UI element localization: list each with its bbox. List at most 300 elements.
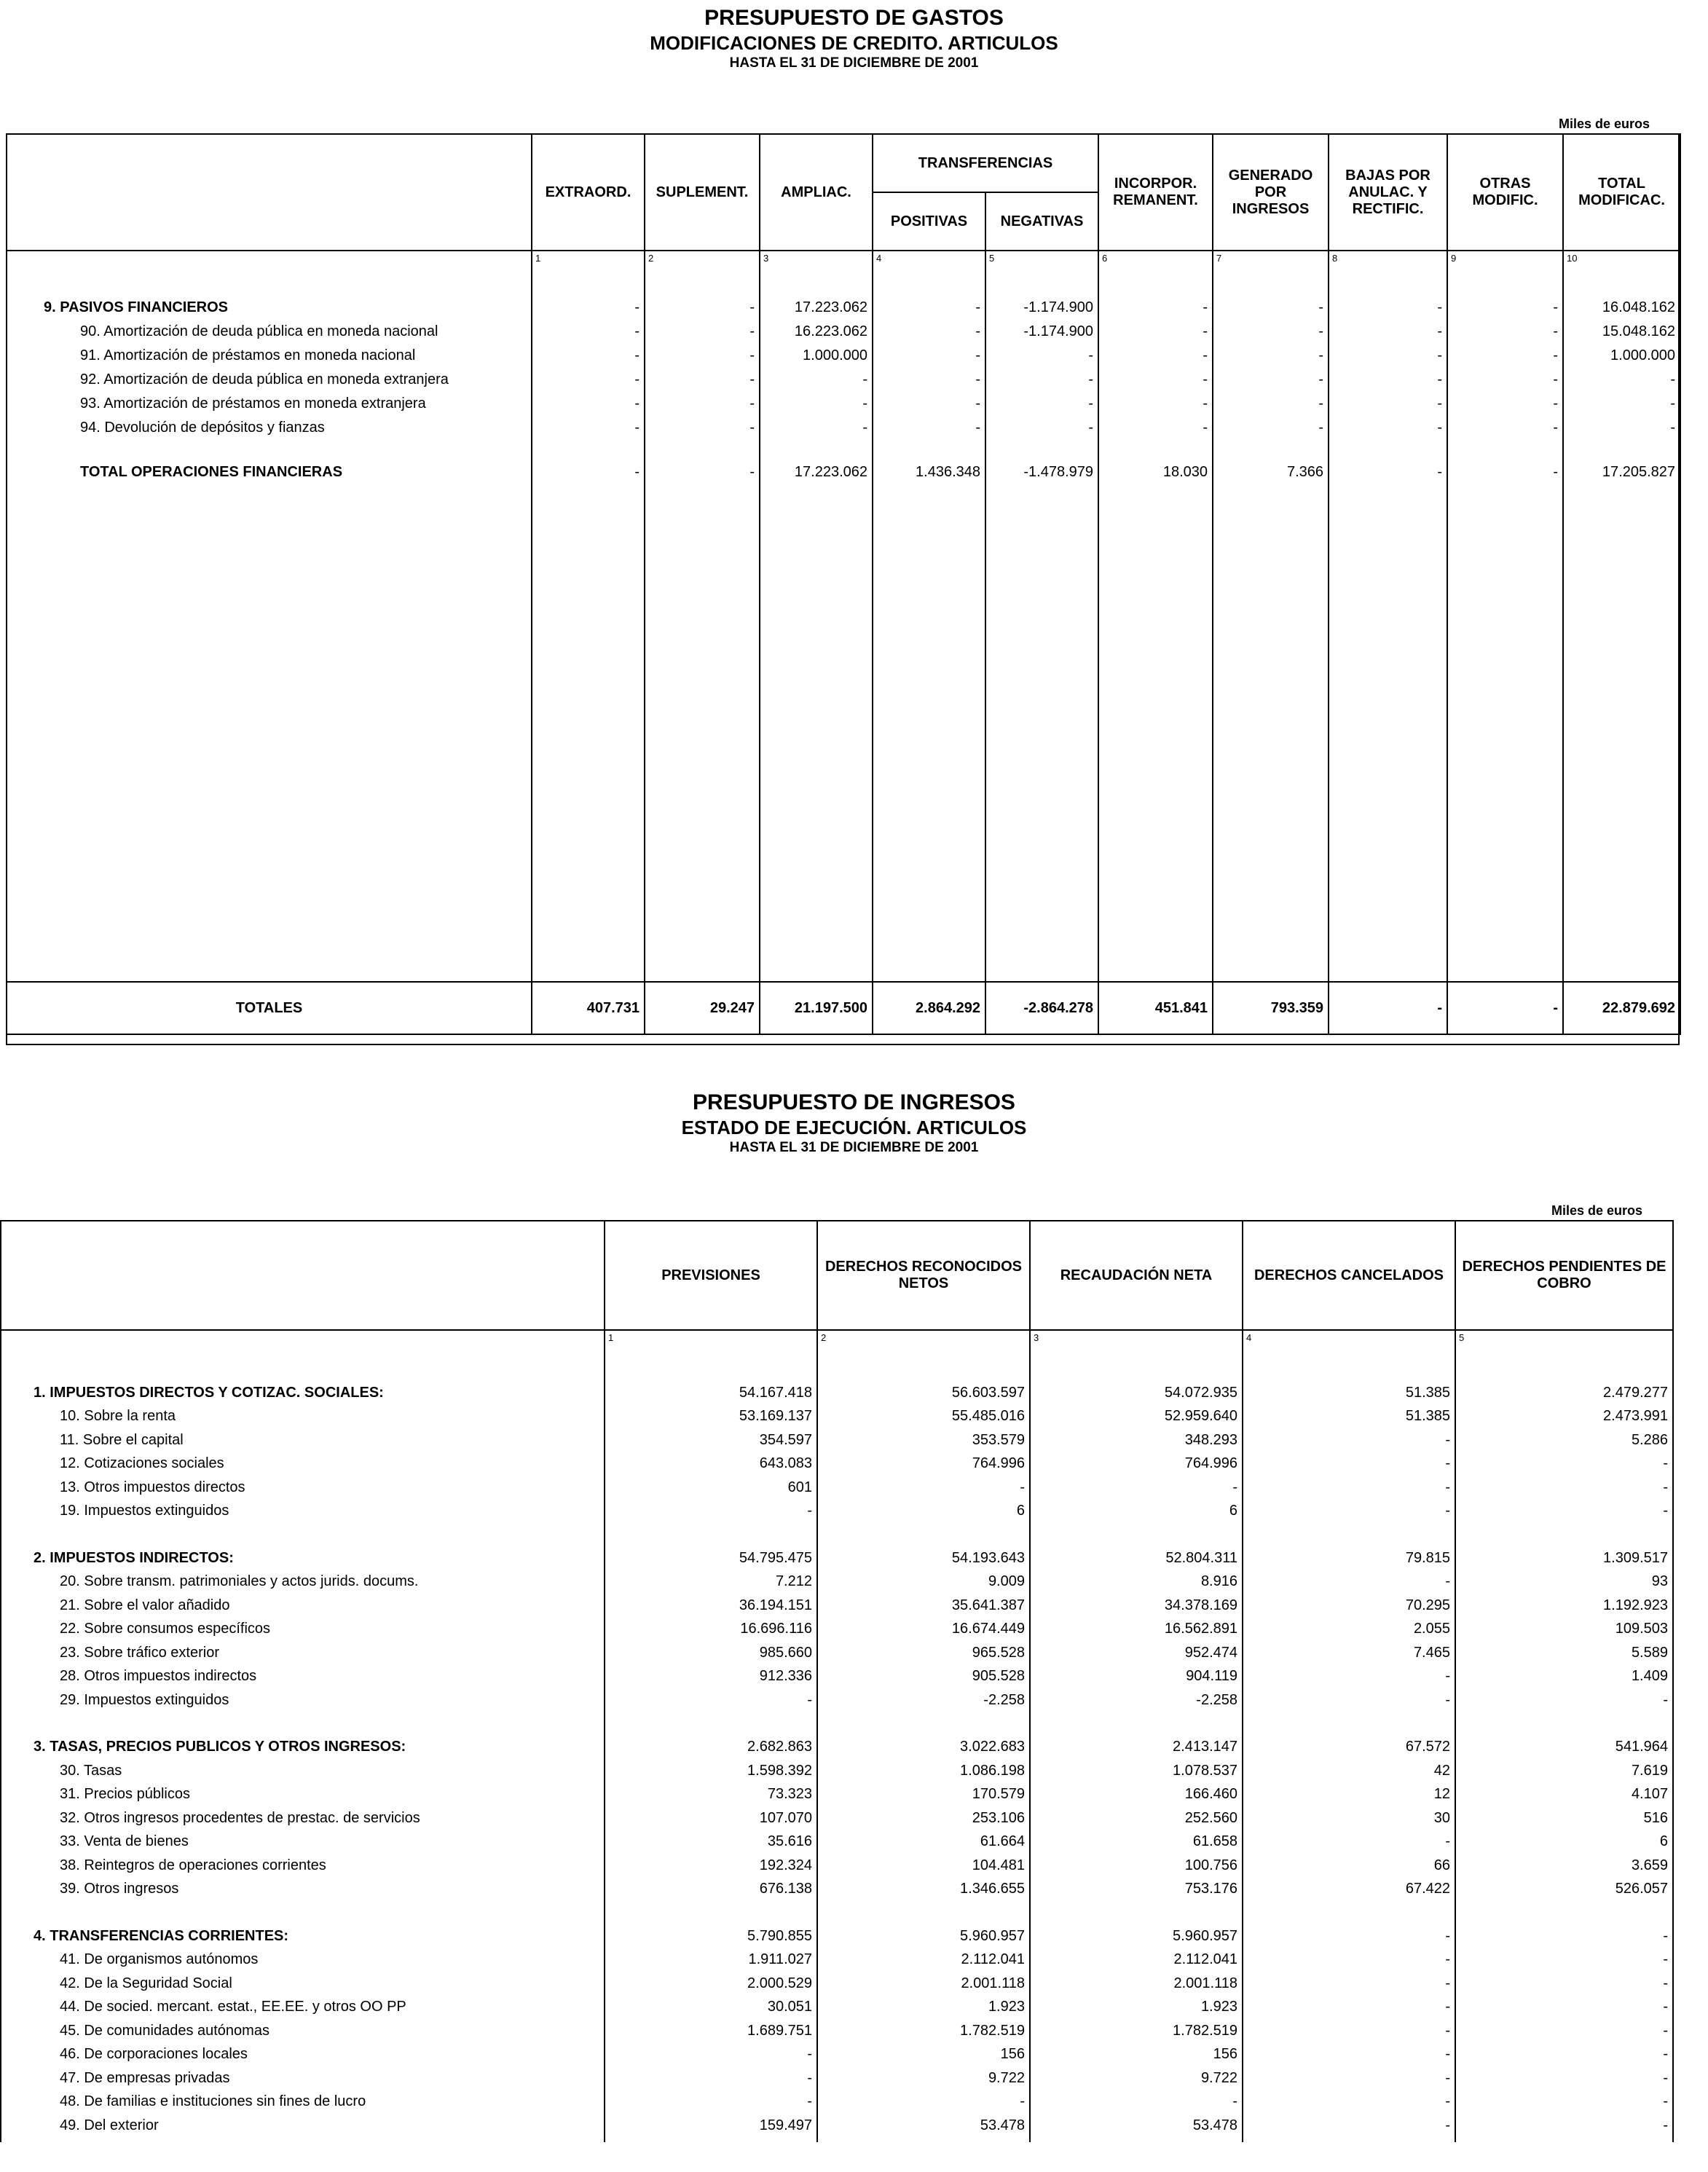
cell-value: - [1563, 416, 1680, 440]
cell-value: - [873, 368, 985, 392]
cell-value: - [873, 320, 985, 344]
cell-value: 61.658 [1030, 1830, 1243, 1854]
cell-value: 5.960.957 [817, 1924, 1030, 1948]
cell-value: 5.960.957 [1030, 1924, 1243, 1948]
cell-value: - [1329, 416, 1447, 440]
cell-value: - [1243, 2114, 1455, 2138]
cell-value: 2.473.991 [1455, 1405, 1673, 1429]
cell-value: 904.119 [1030, 1665, 1243, 1689]
cell-value: 192.324 [605, 1854, 817, 1878]
row-label: 32. Otros ingresos procedentes de prestac. de servicios [1, 1806, 605, 1830]
cell-value: - [985, 344, 1098, 368]
cell-value: 5.589 [1455, 1641, 1673, 1665]
col-number: 9 [1447, 251, 1563, 265]
cell-value: 54.072.935 [1030, 1381, 1243, 1405]
cell-value: 348.293 [1030, 1428, 1243, 1452]
table-row [7, 296, 1680, 320]
cell-value: 17.223.062 [760, 460, 873, 484]
cell-value: 9.722 [817, 2066, 1030, 2090]
col-number: 10 [1563, 251, 1680, 265]
cell-value: 1.923 [1030, 1996, 1243, 2020]
ingresos-subtitle: ESTADO DE EJECUCIÓN. ARTICULOS [681, 1117, 1027, 1138]
cell-value: - [1213, 296, 1329, 320]
row-label: 33. Venta de bienes [1, 1830, 605, 1854]
row-label: 42. De la Seguridad Social [1, 1972, 605, 1996]
table-row [1, 2066, 1673, 2090]
cell-value: - [645, 320, 760, 344]
cell-value: 54.795.475 [605, 1546, 817, 1570]
cell-value: - [1455, 1948, 1673, 1972]
cell-value: 2.001.118 [1030, 1972, 1243, 1996]
cell-value: - [1243, 1452, 1455, 1476]
table-row [1, 1618, 1673, 1642]
cell-value: 2.479.277 [1455, 1381, 1673, 1405]
table-row [1, 1924, 1673, 1948]
cell-value: - [1243, 1830, 1455, 1854]
cell-value: - [1329, 392, 1447, 416]
row-label: 28. Otros impuestos indirectos [1, 1665, 605, 1689]
cell-value: - [645, 416, 760, 440]
spacer-row [7, 484, 1680, 982]
gastos-header-blank [7, 134, 532, 251]
cell-value: 53.169.137 [605, 1405, 817, 1429]
cell-value: - [605, 2090, 817, 2114]
header-incorpor: INCORPOR. REMANENT. [1098, 134, 1213, 251]
cell-value: - [873, 416, 985, 440]
cell-value: 9.722 [1030, 2066, 1243, 2090]
col-number: 3 [760, 251, 873, 265]
header-ampliac: AMPLIAC. [760, 134, 873, 251]
cell-value: 156 [817, 2043, 1030, 2067]
table-row [1, 1783, 1673, 1807]
header-cancelados: DERECHOS CANCELADOS [1243, 1221, 1455, 1330]
table-row [1, 1830, 1673, 1854]
row-label: 45. De comunidades autónomas [1, 2019, 605, 2043]
cell-value: - [1243, 1972, 1455, 1996]
cell-value: 1.598.392 [605, 1759, 817, 1783]
row-label: 29. Impuestos extinguidos [1, 1688, 605, 1712]
ingresos-title: PRESUPUESTO DE INGRESOS [693, 1090, 1015, 1114]
cell-value: 6 [1030, 1500, 1243, 1524]
cell-value: - [1030, 1476, 1243, 1500]
cell-value: - [1243, 1476, 1455, 1500]
cell-value: - [1213, 344, 1329, 368]
cell-value: 1.309.517 [1455, 1546, 1673, 1570]
table-row [1, 1759, 1673, 1783]
cell-value: - [1243, 1570, 1455, 1594]
cell-value: 1.911.027 [605, 1948, 817, 1972]
cell-value: - [1243, 2090, 1455, 2114]
cell-value: - [1243, 1665, 1455, 1689]
cell-value: 12 [1243, 1783, 1455, 1807]
cell-value: 21.197.500 [760, 982, 873, 1034]
spacer-row [1, 2138, 1673, 2142]
cell-value: 34.378.169 [1030, 1594, 1243, 1618]
row-label: 1. IMPUESTOS DIRECTOS Y COTIZAC. SOCIALES: [1, 1381, 605, 1405]
cell-value: - [605, 1500, 817, 1524]
row-label: 3. TASAS, PRECIOS PUBLICOS Y OTROS INGRESOS: [1, 1736, 605, 1760]
cell-value: 1.346.655 [817, 1878, 1030, 1902]
cell-value: - [1329, 368, 1447, 392]
row-label: 93. Amortización de préstamos en moneda extranjera [7, 392, 532, 416]
cell-value: - [873, 296, 985, 320]
cell-value: - [1455, 1972, 1673, 1996]
header-pendientes: DERECHOS PENDIENTES DE COBRO [1455, 1221, 1673, 1330]
cell-value: -2.864.278 [985, 982, 1098, 1034]
cell-value: 1.689.751 [605, 2019, 817, 2043]
row-label: 13. Otros impuestos directos [1, 1476, 605, 1500]
cell-value: - [1563, 392, 1680, 416]
table-row [1, 1688, 1673, 1712]
gastos-table [6, 133, 1681, 1035]
cell-value: 36.194.151 [605, 1594, 817, 1618]
col-number: 2 [645, 251, 760, 265]
cell-value: - [645, 344, 760, 368]
row-label: 38. Reintegros de operaciones corrientes [1, 1854, 605, 1878]
cell-value: - [1455, 1688, 1673, 1712]
cell-value: - [1243, 1924, 1455, 1948]
cell-value: 5.790.855 [605, 1924, 817, 1948]
cell-value: 676.138 [605, 1878, 817, 1902]
cell-value: 16.674.449 [817, 1618, 1030, 1642]
cell-value: 6 [817, 1500, 1030, 1524]
cell-value: - [1447, 982, 1563, 1034]
cell-value: - [1243, 2043, 1455, 2067]
cell-value: 16.562.891 [1030, 1618, 1243, 1642]
cell-value: - [1455, 1924, 1673, 1948]
gastos-subtitle: MODIFICACIONES DE CREDITO. ARTICULOS [650, 32, 1058, 54]
cell-value: 51.385 [1243, 1381, 1455, 1405]
cell-value: 42 [1243, 1759, 1455, 1783]
cell-value: 985.660 [605, 1641, 817, 1665]
header-total: TOTAL MODIFICAC. [1563, 134, 1680, 251]
header-otras: OTRAS MODIFIC. [1447, 134, 1563, 251]
cell-value: 30.051 [605, 1996, 817, 2020]
cell-value: - [605, 2043, 817, 2067]
col-number: 1 [605, 1330, 817, 1345]
cell-value: 407.731 [532, 982, 645, 1034]
cell-value: 79.815 [1243, 1546, 1455, 1570]
cell-value: 54.193.643 [817, 1546, 1030, 1570]
col-number: 1 [532, 251, 645, 265]
cell-value: - [1447, 296, 1563, 320]
cell-value: - [1243, 1948, 1455, 1972]
cell-value: - [1030, 2090, 1243, 2114]
cell-value: 1.192.923 [1455, 1594, 1673, 1618]
cell-value: 56.603.597 [817, 1381, 1030, 1405]
cell-value: 73.323 [605, 1783, 817, 1807]
cell-value: - [645, 460, 760, 484]
cell-value: 16.223.062 [760, 320, 873, 344]
cell-value: 53.478 [817, 2114, 1030, 2138]
cell-value: 52.804.311 [1030, 1546, 1243, 1570]
table-row [1, 2043, 1673, 2067]
col-number: 6 [1098, 251, 1213, 265]
cell-value: - [1455, 2114, 1673, 2138]
cell-value: 5.286 [1455, 1428, 1673, 1452]
cell-value: 353.579 [817, 1428, 1030, 1452]
table-row [1, 1736, 1673, 1760]
cell-value: - [1329, 344, 1447, 368]
col-number: 5 [1455, 1330, 1673, 1345]
row-label: 47. De empresas privadas [1, 2066, 605, 2090]
ingresos-header-blank [1, 1221, 605, 1330]
cell-value: 2.000.529 [605, 1972, 817, 1996]
cell-value: - [605, 2066, 817, 2090]
table-row [7, 320, 1680, 344]
row-label: 2. IMPUESTOS INDIRECTOS: [1, 1546, 605, 1570]
cell-value: 8.916 [1030, 1570, 1243, 1594]
cell-value: 516 [1455, 1806, 1673, 1830]
table-row [1, 1641, 1673, 1665]
col-number: 8 [1329, 251, 1447, 265]
cell-value: 35.616 [605, 1830, 817, 1854]
cell-value: -1.174.900 [985, 296, 1098, 320]
row-label: 41. De organismos autónomos [1, 1948, 605, 1972]
cell-value: - [1098, 296, 1213, 320]
cell-value: - [1447, 368, 1563, 392]
table-row [1, 1405, 1673, 1429]
cell-value: 1.086.198 [817, 1759, 1030, 1783]
ingresos-date: HASTA EL 31 DE DICIEMBRE DE 2001 [729, 1140, 979, 1155]
cell-value: - [1455, 1500, 1673, 1524]
cell-value: 252.560 [1030, 1806, 1243, 1830]
row-label: 49. Del exterior [1, 2114, 605, 2138]
table-row [1, 1878, 1673, 1902]
table-row [1, 2114, 1673, 2138]
cell-value: - [532, 368, 645, 392]
cell-value: 30 [1243, 1806, 1455, 1830]
cell-value: - [1098, 392, 1213, 416]
cell-value: 51.385 [1243, 1405, 1455, 1429]
cell-value: - [1243, 1500, 1455, 1524]
table-row [1, 1806, 1673, 1830]
cell-value: - [645, 368, 760, 392]
cell-value: 764.996 [1030, 1452, 1243, 1476]
cell-value: 22.879.692 [1563, 982, 1680, 1034]
table-row [1, 1665, 1673, 1689]
cell-value: - [1455, 2090, 1673, 2114]
cell-value: 70.295 [1243, 1594, 1455, 1618]
cell-value: 17.205.827 [1563, 460, 1680, 484]
row-label: 91. Amortización de préstamos en moneda nacional [7, 344, 532, 368]
cell-value: - [1455, 2066, 1673, 2090]
cell-value: 2.055 [1243, 1618, 1455, 1642]
cell-value: - [985, 416, 1098, 440]
table-row [1, 1452, 1673, 1476]
cell-value: 1.923 [817, 1996, 1030, 2020]
cell-value: 53.478 [1030, 2114, 1243, 2138]
header-previsiones: PREVISIONES [605, 1221, 817, 1330]
row-label: 30. Tasas [1, 1759, 605, 1783]
cell-value: 905.528 [817, 1665, 1030, 1689]
cell-value: 1.782.519 [1030, 2019, 1243, 2043]
cell-value: - [1098, 344, 1213, 368]
row-label: 9. PASIVOS FINANCIEROS [7, 296, 532, 320]
cell-value: 1.436.348 [873, 460, 985, 484]
row-label: 31. Precios públicos [1, 1783, 605, 1807]
cell-value: - [1243, 1688, 1455, 1712]
row-label: 48. De familias e instituciones sin fines de lucro [1, 2090, 605, 2114]
cell-value: 764.996 [817, 1452, 1030, 1476]
cell-value: 2.112.041 [1030, 1948, 1243, 1972]
table-row [1, 1500, 1673, 1524]
col-number: 3 [1030, 1330, 1243, 1345]
cell-value: - [1213, 416, 1329, 440]
row-label: 92. Amortización de deuda pública en moneda extranjera [7, 368, 532, 392]
cell-value: - [985, 368, 1098, 392]
cell-value: - [1447, 392, 1563, 416]
table-row [1, 2090, 1673, 2114]
row-label: 44. De socied. mercant. estat., EE.EE. y otros OO PP [1, 1996, 605, 2020]
cell-value: - [1447, 416, 1563, 440]
row-label: 12. Cotizaciones sociales [1, 1452, 605, 1476]
cell-value: 61.664 [817, 1830, 1030, 1854]
cell-value: 18.030 [1098, 460, 1213, 484]
cell-value: - [1213, 368, 1329, 392]
table-row [1, 1570, 1673, 1594]
cell-value: 54.167.418 [605, 1381, 817, 1405]
table-row [7, 344, 1680, 368]
gastos-units: Miles de euros [1559, 117, 1650, 131]
spacer-row [1, 1523, 1673, 1546]
cell-value: 159.497 [605, 2114, 817, 2138]
col-number: 5 [985, 251, 1098, 265]
cell-value: 4.107 [1455, 1783, 1673, 1807]
row-label: 4. TRANSFERENCIAS CORRIENTES: [1, 1924, 605, 1948]
cell-value: 7.366 [1213, 460, 1329, 484]
cell-value: 793.359 [1213, 982, 1329, 1034]
table-row [1, 1546, 1673, 1570]
cell-value: - [1098, 368, 1213, 392]
cell-value: - [1455, 2043, 1673, 2067]
cell-value: 753.176 [1030, 1878, 1243, 1902]
cell-value: - [760, 392, 873, 416]
table-row [7, 416, 1680, 440]
cell-value: - [1329, 296, 1447, 320]
table-row [1, 1428, 1673, 1452]
header-extraord: EXTRAORD. [532, 134, 645, 251]
cell-value: 7.465 [1243, 1641, 1455, 1665]
cell-value: 2.413.147 [1030, 1736, 1243, 1760]
cell-value: - [1447, 344, 1563, 368]
cell-value: 104.481 [817, 1854, 1030, 1878]
row-label: TOTALES [7, 982, 532, 1034]
cell-value: - [873, 392, 985, 416]
cell-value: 29.247 [645, 982, 760, 1034]
cell-value: 67.422 [1243, 1878, 1455, 1902]
cell-value: 1.782.519 [817, 2019, 1030, 2043]
cell-value: 15.048.162 [1563, 320, 1680, 344]
cell-value: - [817, 1476, 1030, 1500]
table-row [1, 1948, 1673, 1972]
table-row [1, 1381, 1673, 1405]
table-row [1, 1996, 1673, 2020]
header-positivas: POSITIVAS [873, 192, 985, 251]
row-label: 20. Sobre transm. patrimoniales y actos jurids. docums. [1, 1570, 605, 1594]
cell-value: 3.659 [1455, 1854, 1673, 1878]
cell-value: - [1563, 368, 1680, 392]
cell-value: - [1329, 320, 1447, 344]
spacer-row [1, 1901, 1673, 1924]
total-operaciones-row [7, 460, 1680, 484]
cell-value: - [532, 416, 645, 440]
cell-value: - [1243, 1428, 1455, 1452]
cell-value: - [1447, 320, 1563, 344]
cell-value: 253.106 [817, 1806, 1030, 1830]
row-label: 90. Amortización de deuda pública en moneda nacional [7, 320, 532, 344]
cell-value: - [1329, 460, 1447, 484]
header-recaudacion: RECAUDACIÓN NETA [1030, 1221, 1243, 1330]
cell-value: 16.696.116 [605, 1618, 817, 1642]
col-number: 4 [1243, 1330, 1455, 1345]
cell-value: 9.009 [817, 1570, 1030, 1594]
cell-value: - [1098, 416, 1213, 440]
cell-value: 2.112.041 [817, 1948, 1030, 1972]
row-label: 23. Sobre tráfico exterior [1, 1641, 605, 1665]
cell-value: 67.572 [1243, 1736, 1455, 1760]
row-label: 39. Otros ingresos [1, 1878, 605, 1902]
table-row [1, 2019, 1673, 2043]
cell-value: 109.503 [1455, 1618, 1673, 1642]
cell-value: 66 [1243, 1854, 1455, 1878]
cell-value: 2.682.863 [605, 1736, 817, 1760]
cell-value: - [532, 320, 645, 344]
cell-value: 526.057 [1455, 1878, 1673, 1902]
spacer-row [1, 1712, 1673, 1736]
cell-value: 451.841 [1098, 982, 1213, 1034]
cell-value: 952.474 [1030, 1641, 1243, 1665]
row-label: 19. Impuestos extinguidos [1, 1500, 605, 1524]
cell-value: 2.001.118 [817, 1972, 1030, 1996]
cell-value: - [532, 460, 645, 484]
col-number: 2 [817, 1330, 1030, 1345]
spacer-row [1, 1345, 1673, 1381]
cell-value: 912.336 [605, 1665, 817, 1689]
cell-value: 354.597 [605, 1428, 817, 1452]
cell-value: - [760, 416, 873, 440]
row-label: TOTAL OPERACIONES FINANCIERAS [7, 460, 532, 484]
cell-value: 1.000.000 [1563, 344, 1680, 368]
cell-value: 6 [1455, 1830, 1673, 1854]
cell-value: - [1455, 1452, 1673, 1476]
header-bajas: BAJAS POR ANULAC. Y RECTIFIC. [1329, 134, 1447, 251]
cell-value: -2.258 [817, 1688, 1030, 1712]
cell-value: - [1329, 982, 1447, 1034]
cell-value: - [532, 296, 645, 320]
cell-value: -1.174.900 [985, 320, 1098, 344]
cell-value: - [1243, 2066, 1455, 2090]
cell-value: 965.528 [817, 1641, 1030, 1665]
col-number: 4 [873, 251, 985, 265]
cell-value: - [1213, 320, 1329, 344]
cell-value: 643.083 [605, 1452, 817, 1476]
col-number: 7 [1213, 251, 1329, 265]
ingresos-table [0, 1220, 1674, 2142]
header-suplement: SUPLEMENT. [645, 134, 760, 251]
header-negativas: NEGATIVAS [985, 192, 1098, 251]
table-row [7, 368, 1680, 392]
cell-value: - [1455, 2019, 1673, 2043]
header-transferencias: TRANSFERENCIAS [873, 134, 1098, 192]
cell-value: 3.022.683 [817, 1736, 1030, 1760]
cell-value: 2.864.292 [873, 982, 985, 1034]
spacer-row [7, 440, 1680, 460]
cell-value: - [760, 368, 873, 392]
row-label: 22. Sobre consumos específicos [1, 1618, 605, 1642]
cell-value: 1.000.000 [760, 344, 873, 368]
row-label: 94. Devolución de depósitos y fianzas [7, 416, 532, 440]
